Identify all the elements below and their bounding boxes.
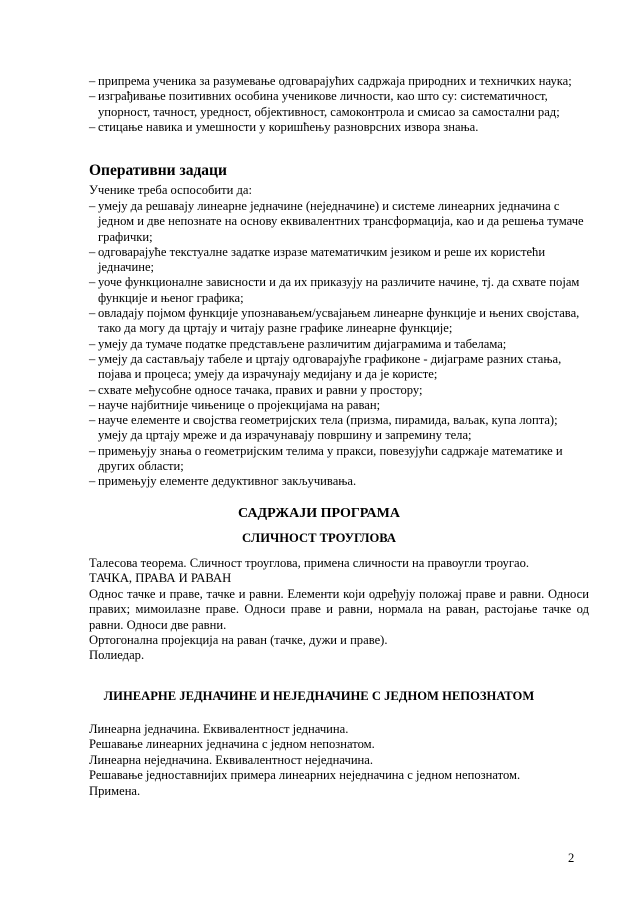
list-item: – умеју да састављају табеле и цртају одговарајуће графиконе - дијаграме разних стања, појава и процеса; умеју да израчунају медијану и да је користе; [89, 352, 589, 383]
list-item: – изграђивање позитивних особина ученикове личности, као што су: систематичност, упорност, тачност, уредност, објективност, самоконтрола и смисао за самостални рад; [89, 89, 589, 120]
program-heading: САДРЖАЈИ ПРОГРАМА [238, 506, 400, 521]
section-heading: ЛИНЕАРНЕ ЈЕДНАЧИНЕ И НЕЈЕДНАЧИНЕ С ЈЕДНОМ НЕПОЗНАТОМ [103, 689, 535, 703]
section-1-body [89, 556, 589, 664]
operational-list [89, 199, 589, 490]
operational-intro: Ученике треба оспособити да: [89, 183, 253, 197]
list-item: – умеју да решавају линеарне једначине (неједначине) и системе линеарних једначина с једном и две непознате на основу еквивалентних трансформација, као и да решења тумаче графички; [89, 199, 589, 245]
list-item: – примењују елементе дедуктивног закључивања. [89, 474, 589, 489]
paragraph: Решавање линеарних једначина с једном непознатом. [89, 737, 375, 752]
list-item: – схвате међусобне односе тачака, правих и равни у простору; [89, 383, 589, 398]
list-item: – науче елементе и својства геометријских тела (призма, пирамида, ваљак, купа лопта); умеју да цртају мреже и да израчунавају површину и запремину тела; [89, 413, 589, 444]
list-item: – примењују знања о геометријским телима у пракси, повезујући садржаје математике и других области; [89, 444, 589, 475]
list-item: – овладају појмом функције упознавањем/усвајањем линеарне функције и њених својстава, тако да могу да цртају и читају разне графике линеарне функције; [89, 306, 589, 337]
list-item: – уоче функционалне зависности и да их приказују на различите начине, тј. да схвате појам функције и њеног графика; [89, 275, 589, 306]
paragraph: Примена. [89, 783, 141, 798]
paragraph: Однос тачке и праве, тачке и равни. Елементи који одређују положај праве и равни. Односи правих; мимоилазне праве. Односи праве и равни, нормала на раван, растојање тачке од равни. Односи две равни. [89, 586, 589, 632]
list-item: – стицање навика и умешности у коришћењу разноврсних извора знања. [89, 120, 589, 135]
paragraph: Полиедар. [89, 648, 145, 663]
paragraph: Линеарна неједначина. Еквивалентност неједначина. [89, 752, 374, 767]
paragraph: Талесова теорема. Сличност троуглова, примена сличности на правоугли троугао. [89, 556, 530, 570]
paragraph: Линеарна једначина. Еквивалентност једначина. [89, 722, 349, 736]
list-item: – одговарајуће текстуалне задатке изразе математичким језиком и реше их користећи једначине; [89, 245, 589, 276]
list-item: – припрема ученика за разумевање одговарајућих садржаја природних и техничких наука; [89, 74, 589, 89]
top-list [89, 74, 589, 135]
page-number: 2 [568, 851, 575, 865]
list-item: – умеју да тумаче податке представљене различитим дијаграмима и табелама; [89, 337, 589, 352]
list-item: – науче најбитније чињенице о пројекцијама на раван; [89, 398, 589, 413]
paragraph: Ортогонална пројекција на раван (тачке, дужи и праве). [89, 633, 388, 648]
operational-heading: Оперативни задаци [89, 162, 227, 179]
section-heading: СЛИЧНОСТ ТРОУГЛОВА [242, 531, 396, 545]
section-2-body [89, 722, 589, 799]
paragraph: Решавање једноставнијих примера линеарних неједначина с једном непознатом. [89, 768, 521, 783]
subheading: ТАЧКА, ПРАВА И РАВАН [89, 571, 232, 586]
